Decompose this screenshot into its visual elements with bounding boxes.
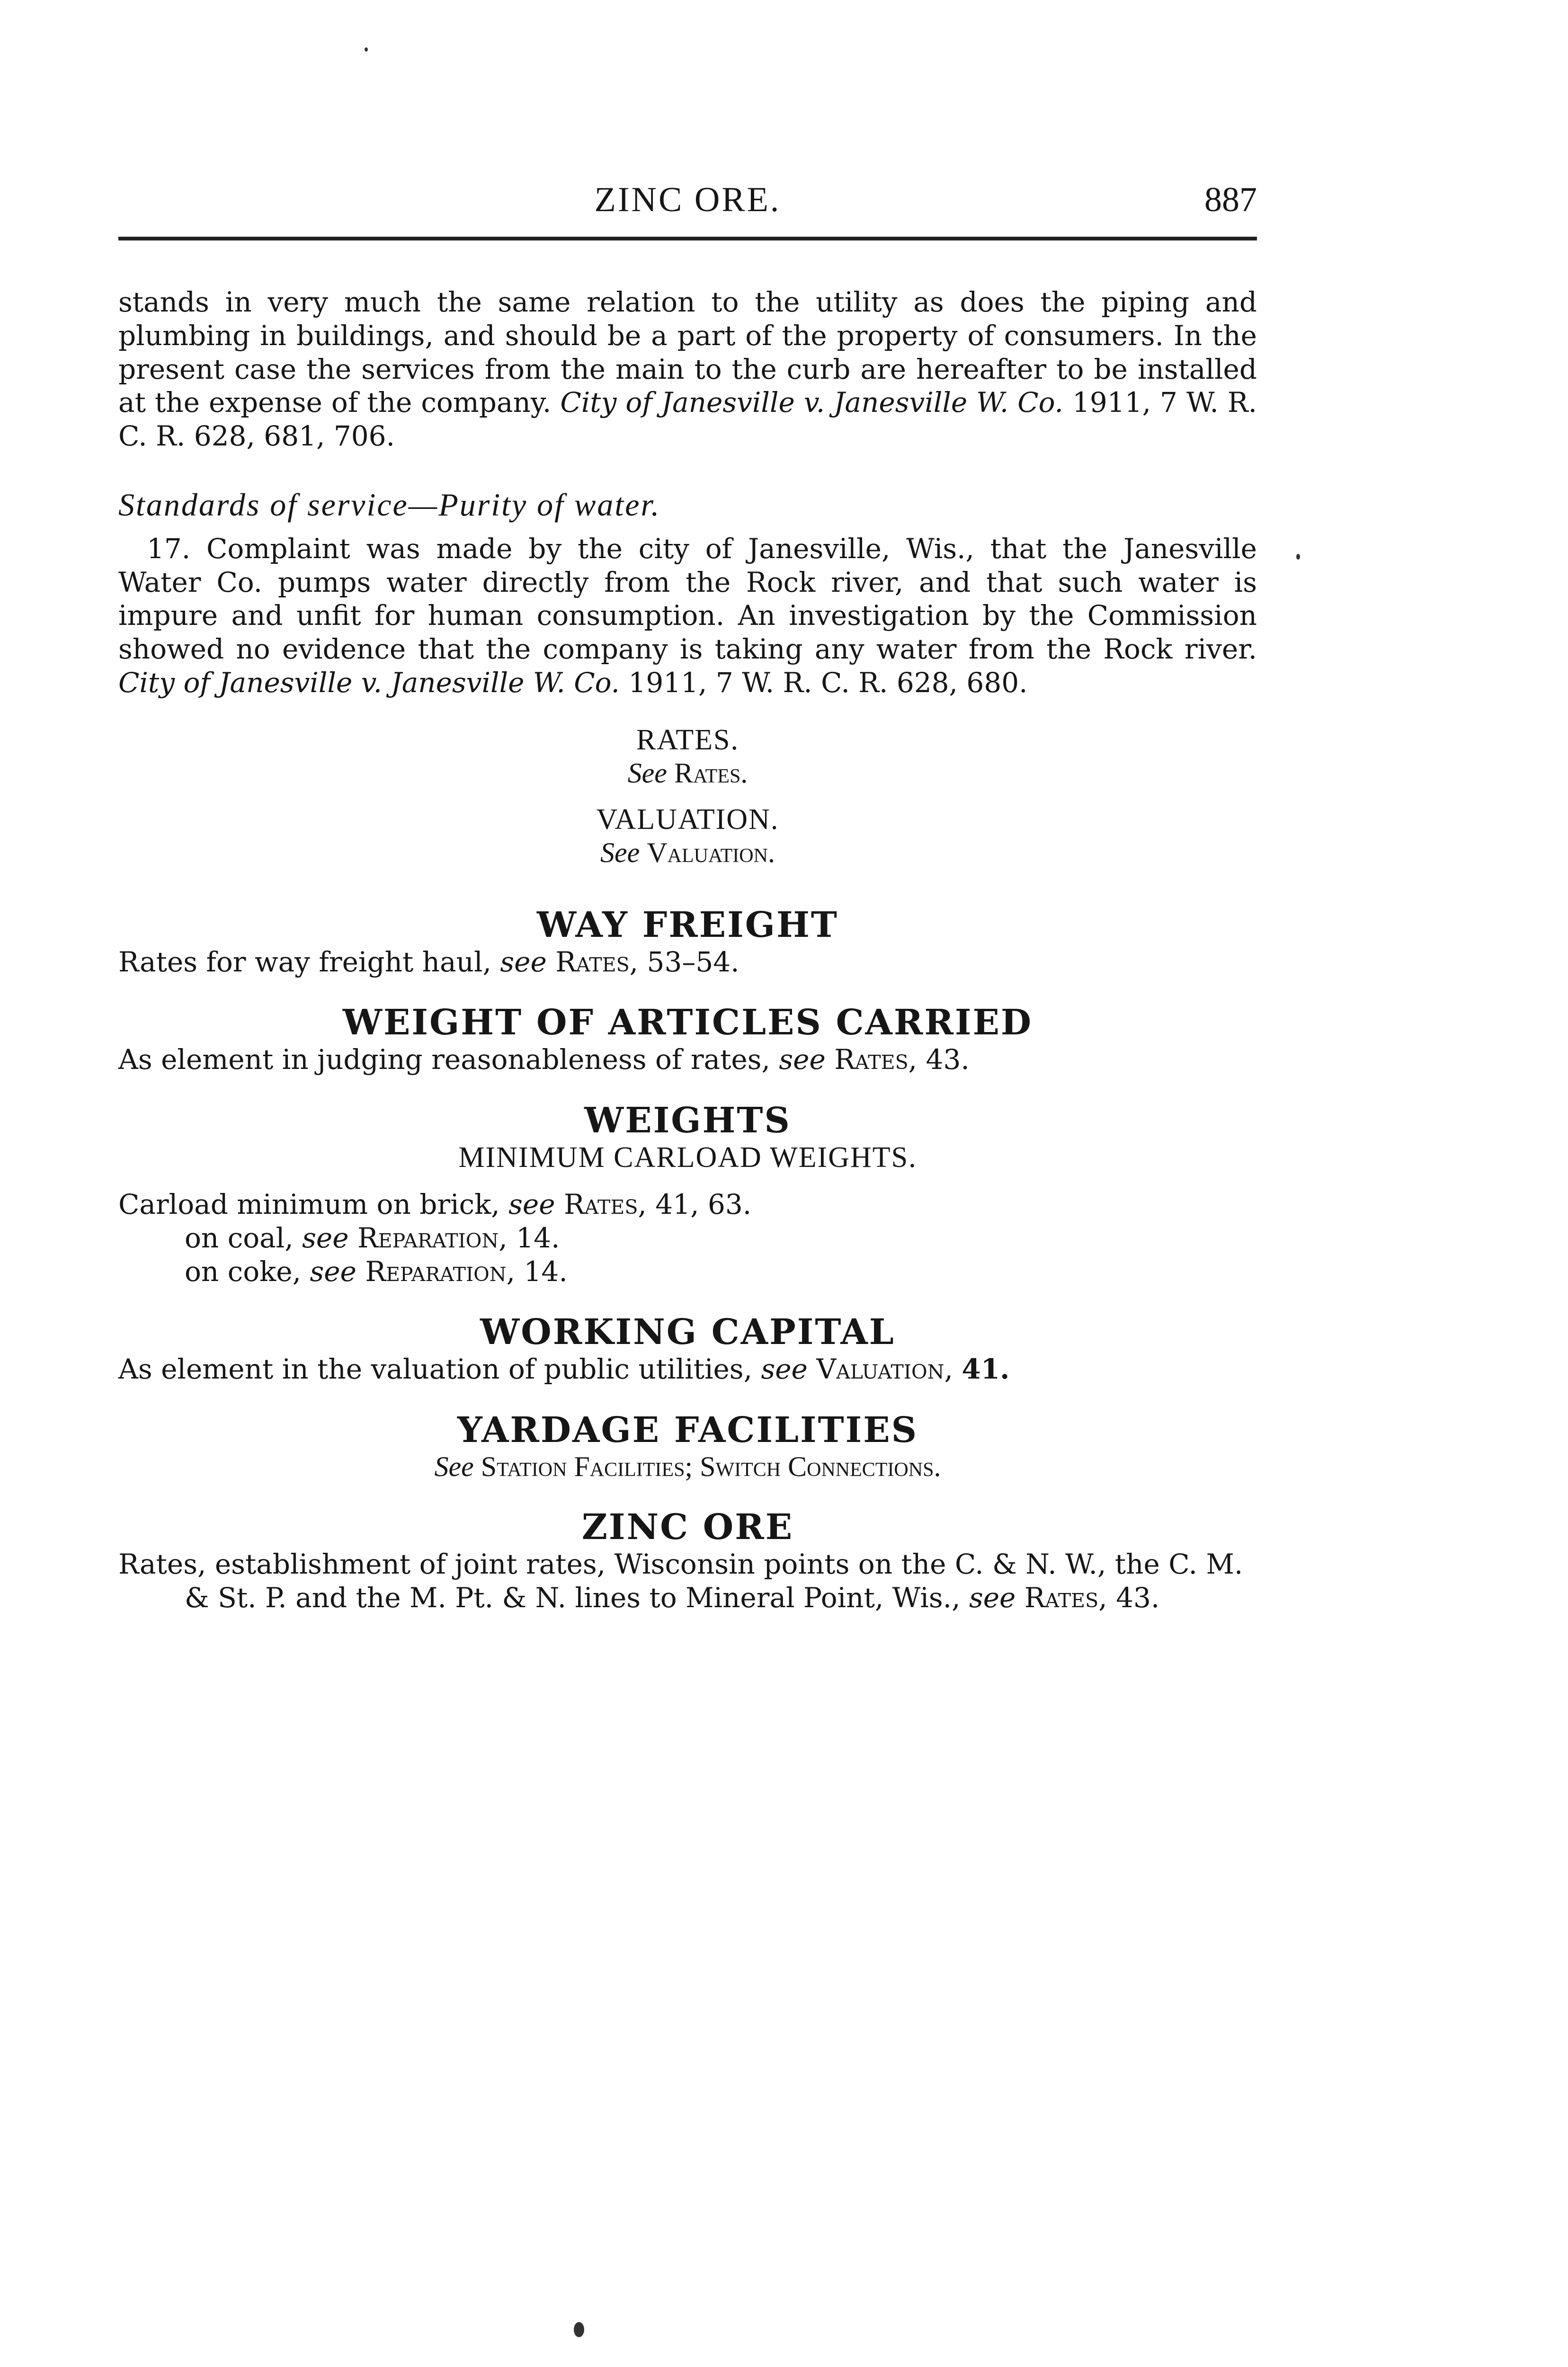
- weights-sub-entry: [118, 1221, 1257, 1255]
- yardage-cross-reference: [118, 1450, 1257, 1483]
- way-freight-pages: 53–54.: [647, 945, 739, 978]
- yardage-ref-switch: Switch Connections.: [700, 1451, 941, 1482]
- zinc-ore-ref: Rates,: [1024, 1581, 1107, 1614]
- ink-speck: [1296, 554, 1300, 560]
- weights-sub-entry-pages: 14.: [516, 1221, 560, 1254]
- running-title: ZINC ORE.: [594, 180, 781, 219]
- zinc-ore-heading: ZINC ORE: [581, 1507, 794, 1548]
- weights-subheading: MINIMUM CARLOAD WEIGHTS.: [458, 1141, 917, 1174]
- weight-articles-see: see: [779, 1043, 826, 1076]
- ink-speck: [365, 47, 368, 52]
- weight-articles-text: As element in judging reasonableness of rates,: [118, 1043, 770, 1076]
- working-capital-entry: [118, 1353, 1257, 1386]
- weights-sub-entry-see: see: [310, 1255, 356, 1288]
- standards-text: 17. Complaint was made by the city of Janesville, Wis., that the Janesville Water Co. pumps water directly from the Rock river, and that such water is impure and unfit for human consumption. An investigation by the Commission showed no evidence that the company is taking any water from the Rock river.: [118, 532, 1257, 665]
- rates-see-word: See: [627, 757, 667, 789]
- yardage-see-word: See: [434, 1451, 474, 1482]
- weights-entry-pages: 41, 63.: [655, 1188, 752, 1220]
- weight-articles-heading: WEIGHT OF ARTICLES CARRIED: [342, 1002, 1033, 1043]
- page: [118, 180, 1257, 1615]
- weights-entry-ref: Rates,: [564, 1188, 647, 1220]
- working-capital-heading: WORKING CAPITAL: [480, 1312, 895, 1353]
- valuation-see-target: Valuation.: [647, 836, 775, 868]
- page-number: 887: [1204, 180, 1257, 219]
- rates-cross-reference: [118, 757, 1257, 790]
- standards-paragraph: [118, 532, 1257, 700]
- weights-heading: WEIGHTS: [584, 1100, 791, 1141]
- weights-sub-entry-text: on coal,: [185, 1221, 294, 1254]
- running-head: [118, 180, 1257, 240]
- standards-citation-report: 1911, 7 W. R. C. R. 628, 680.: [628, 666, 1028, 699]
- continuation-citation-report: 1911, 7 W. R. C. R. 628, 681, 706.: [118, 386, 1257, 452]
- standards-subheading: Standards of service—Purity of water.: [118, 486, 661, 523]
- zinc-ore-pages: 43.: [1116, 1581, 1160, 1614]
- zinc-ore-text: Rates, establishment of joint rates, Wisconsin points on the C. & N. W., the C. M. & St. P. and the M. Pt. & N. lines to Mineral Point, Wis.,: [118, 1548, 1243, 1614]
- way-freight-ref: Rates,: [555, 945, 639, 978]
- rates-heading: RATES.: [636, 723, 739, 756]
- weight-articles-ref: Rates,: [834, 1043, 918, 1076]
- working-capital-ref: Valuation,: [816, 1353, 953, 1386]
- continuation-text: stands in very much the same relation to the utility as does the piping and plumbing in buildings, and should be a part of the property of consumers. In the present case the services from the main to the curb are hereafter to be installed at the expense of the company.: [118, 286, 1257, 419]
- yardage-heading: YARDAGE FACILITIES: [457, 1410, 918, 1450]
- valuation-heading: VALUATION.: [596, 803, 779, 836]
- weights-sub-entry-ref: Reparation,: [365, 1255, 516, 1288]
- weights-sub-entry-pages: 14.: [524, 1255, 568, 1288]
- way-freight-heading: WAY FREIGHT: [537, 904, 838, 945]
- valuation-see-word: See: [600, 836, 640, 868]
- way-freight-see: see: [500, 945, 547, 978]
- zinc-ore-entry: [118, 1548, 1257, 1615]
- continuation-paragraph: [118, 285, 1257, 453]
- weights-sub-entry-text: on coke,: [185, 1255, 302, 1288]
- weight-articles-entry: [118, 1043, 1257, 1077]
- weights-sub-entry-see: see: [302, 1221, 349, 1254]
- weights-entry-see: see: [508, 1188, 555, 1220]
- standards-citation-case: City of Janesville v. Janesville W. Co.: [118, 666, 620, 699]
- valuation-cross-reference: [118, 836, 1257, 869]
- working-capital-see: see: [761, 1353, 808, 1386]
- ink-dot: [574, 2322, 584, 2337]
- zinc-ore-see: see: [969, 1581, 1016, 1614]
- yardage-ref-station: Station Facilities;: [481, 1451, 693, 1482]
- working-capital-pages: 41.: [962, 1353, 1010, 1386]
- weight-articles-pages: 43.: [926, 1043, 970, 1076]
- weights-entry-text: Carload minimum on brick,: [118, 1188, 500, 1220]
- weights-entry: [118, 1188, 1257, 1221]
- weights-sub-entry-ref: Reparation,: [357, 1221, 508, 1254]
- rates-see-target: Rates.: [674, 757, 748, 789]
- continuation-citation-case: City of Janesville v. Janesville W. Co.: [560, 386, 1063, 419]
- way-freight-entry: [118, 945, 1257, 979]
- working-capital-text: As element in the valuation of public utilities,: [118, 1353, 753, 1386]
- weights-sub-entry: [118, 1255, 1257, 1289]
- way-freight-text: Rates for way freight haul,: [118, 945, 491, 978]
